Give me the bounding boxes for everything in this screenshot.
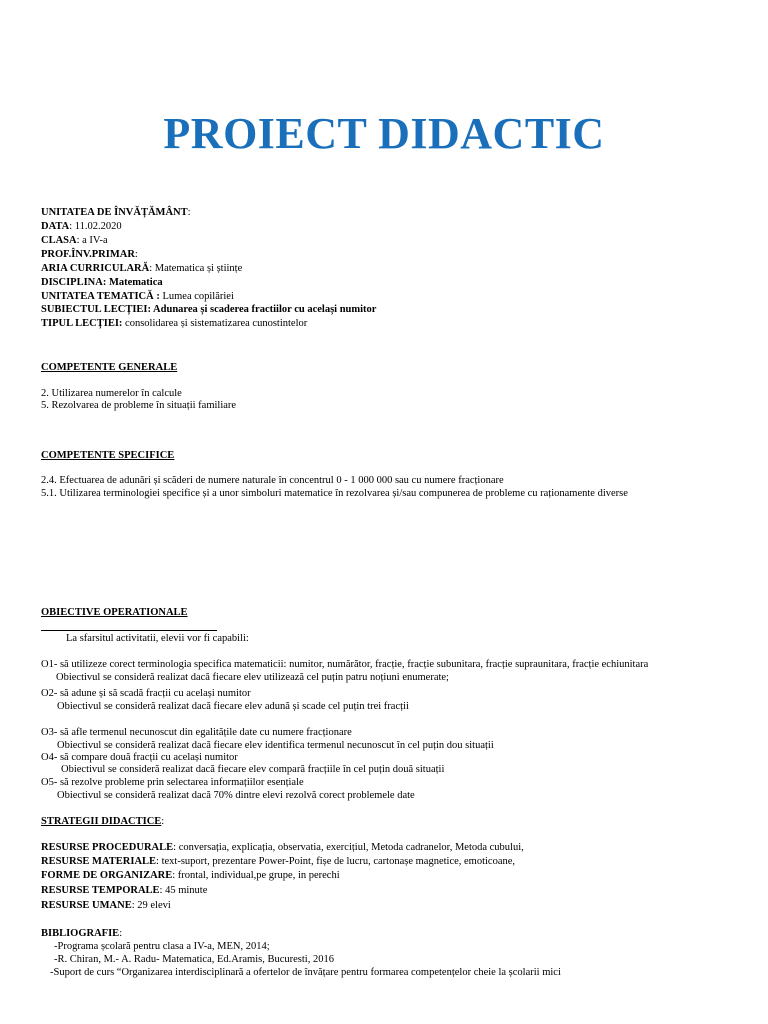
competenta-specifica-item: 5.1. Utilizarea terminologiei specifice și a unor simboluri matematice în rezolvarea și/sau compunerea de probleme cu raționamente diverse [41, 488, 628, 499]
data-value: : 11.02.2020 [69, 221, 122, 232]
objective-o2: O2- să adune și să scadă fracții cu același numitor [41, 688, 251, 699]
resurse-materiale-line [41, 855, 515, 868]
unitate-label: UNITATEA DE ÎNVĂȚĂMÂNT [41, 207, 188, 218]
bibliografie-heading: BIBLIOGRAFIE [41, 928, 120, 939]
objective-o3-detail: Obiectivul se consideră realizat dacă fiecare elev identifica termenul necunoscut în cel puțin dou situații [57, 740, 494, 751]
unitate-value: : [187, 207, 191, 218]
resurse-umane-label: RESURSE UMANE [41, 900, 132, 911]
competenta-generala-item: 2. Utilizarea numerelor în calcule [41, 388, 182, 399]
disciplina-label: DISCIPLINA: [41, 277, 107, 288]
competenta-generala-item: 5. Rezolvarea de probleme în situații familiare [41, 400, 237, 411]
tipul-line [41, 317, 307, 330]
objective-o3: O3- să afle termenul necunoscut din egalitățile date cu numere fracționare [41, 727, 352, 738]
objective-o1: O1- să utilizeze corect terminologia specifica matematicii: numitor, numărător, fracție, fracție subunitara, fracție supraunitara, fracție echiunitara [41, 659, 649, 670]
competente-specifice-heading: COMPETENTE SPECIFICE [41, 450, 175, 461]
subiectul-value: : Adunarea și scaderea fractiilor cu același numitor [147, 304, 377, 315]
tipul-value: consolidarea și sistematizarea cunostintelor [122, 318, 308, 329]
aria-line [41, 262, 242, 275]
obiective-heading: OBIECTIVE OPERATIONALE [41, 607, 188, 618]
resurse-temporale-value: : 45 minute [159, 885, 208, 896]
strategii-heading-suffix: : [161, 816, 165, 827]
objective-o5-detail: Obiectivul se consideră realizat dacă 70% dintre elevi rezolvă corect problemele date [57, 790, 415, 801]
resurse-procedurale-value: : conversația, explicația, observatia, exercițiul, Metoda cadranelor, Metoda cubului, [173, 842, 524, 853]
prof-value: : [134, 249, 138, 260]
clasa-label: CLASA [41, 235, 77, 246]
prof-label: PROF.ÎNV.PRIMAR [41, 249, 135, 260]
aria-label: ARIA CURRICULARĂ [41, 263, 150, 274]
divider-line [41, 630, 217, 631]
objective-o4: O4- să compare două fracții cu același numitor [41, 752, 238, 763]
objective-o2-detail: Obiectivul se consideră realizat dacă fiecare elev adună și scade cel puțin trei fracții [57, 701, 409, 712]
data-line [41, 220, 122, 233]
unitate-tematica-line [41, 290, 234, 303]
unitate-line [41, 206, 191, 219]
bibliografie-heading-line [41, 927, 122, 940]
bibliografie-item: -Suport de curs “Organizarea interdisciplinară a ofertelor de învățare pentru formarea competențelor cheie la școlarii mici [50, 967, 561, 978]
resurse-umane-value: : 29 elevi [131, 900, 171, 911]
resurse-temporale-label: RESURSE TEMPORALE [41, 885, 160, 896]
unitate-tematica-label: UNITATEA TEMATICĂ : [41, 291, 160, 302]
resurse-materiale-value: : text-suport, prezentare Power-Point, fișe de lucru, cartonașe magnetice, emoticoane, [156, 856, 516, 867]
bibliografie-heading-suffix: : [119, 928, 123, 939]
disciplina-line [41, 276, 163, 289]
strategii-heading: STRATEGII DIDACTICE [41, 816, 162, 827]
resurse-materiale-label: RESURSE MATERIALE [41, 856, 157, 867]
clasa-value: : a IV-a [76, 235, 108, 246]
subiectul-line [41, 303, 376, 316]
bibliografie-item: -R. Chiran, M.- A. Radu- Matematica, Ed.Aramis, Bucuresti, 2016 [54, 954, 334, 965]
clasa-line [41, 234, 108, 247]
aria-value: : Matematica și științe [149, 263, 243, 274]
forme-organizare-line [41, 869, 340, 882]
resurse-umane-line [41, 899, 171, 912]
obiective-intro: La sfarsitul activitatii, elevii vor fi capabili: [66, 633, 249, 644]
resurse-temporale-line [41, 884, 207, 897]
tipul-label: TIPUL LECȚIEI: [41, 318, 123, 329]
resurse-procedurale-line [41, 841, 524, 854]
competenta-specifica-item: 2.4. Efectuarea de adunări și scăderi de numere naturale în concentrul 0 - 1 000 000 sau cu numere fracționare [41, 475, 504, 486]
unitate-tematica-value: Lumea copilăriei [159, 291, 234, 302]
bibliografie-item: -Programa școlară pentru clasa a IV-a, MEN, 2014; [54, 941, 270, 952]
disciplina-value: Matematica [106, 277, 163, 288]
forme-organizare-value: : frontal, individual,pe grupe, in perechi [172, 870, 340, 881]
objective-o4-detail: Obiectivul se consideră realizat dacă fiecare elev compară fracțiile în cel puțin două situații [61, 764, 445, 775]
strategii-heading-line [41, 815, 164, 828]
forme-organizare-label: FORME DE ORGANIZARE [41, 870, 173, 881]
objective-o5: O5- să rezolve probleme prin selectarea informațiilor esențiale [41, 777, 304, 788]
data-label: DATA [41, 221, 70, 232]
document-title: PROIECT DIDACTIC [163, 109, 605, 158]
resurse-procedurale-label: RESURSE PROCEDURALE [41, 842, 174, 853]
prof-line [41, 248, 138, 261]
subiectul-label: SUBIECTUL LECȚIEI [41, 304, 148, 315]
objective-o1-detail: Obiectivul se consideră realizat dacă fiecare elev utilizează cel puțin patru noțiuni enumerate; [56, 672, 449, 683]
competente-generale-heading: COMPETENTE GENERALE [41, 362, 178, 373]
